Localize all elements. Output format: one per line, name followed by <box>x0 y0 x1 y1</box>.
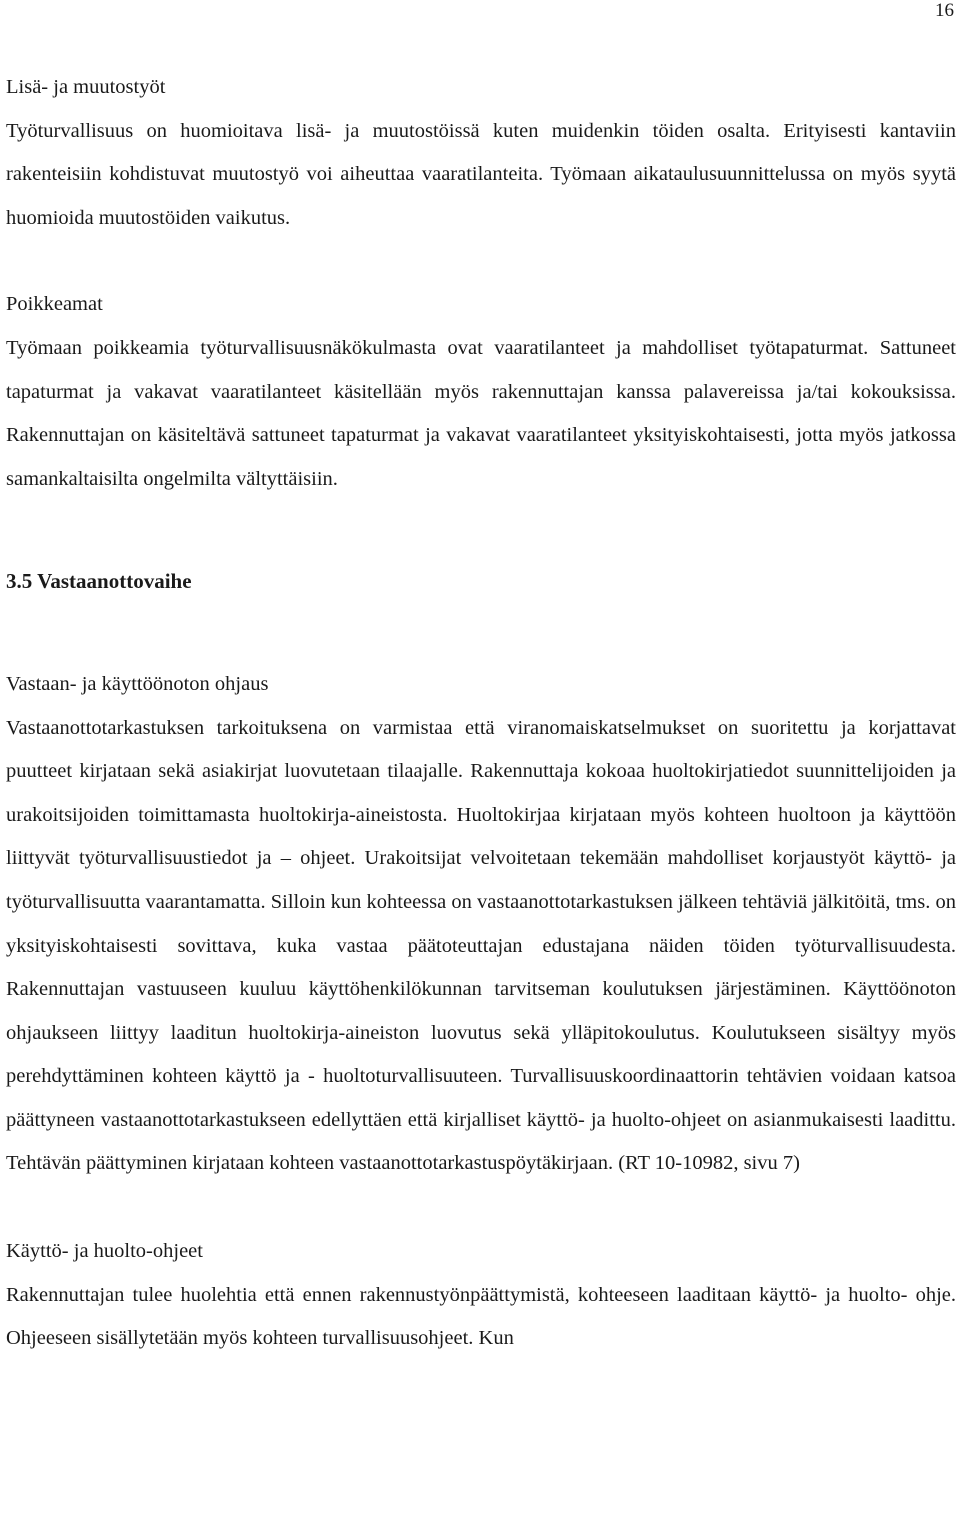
paragraph-kaytto: Rakennuttajan tulee huolehtia että ennen rakennustyönpäättymistä, kohteeseen laaditaan käyttö- ja huolto- ohje. Ohjeeseen sisällytetään myös kohteen turvallisuusohjeet. Kun <box>6 1283 956 1350</box>
paragraph-vastaan: Vastaanottotarkastuksen tarkoituksena on varmistaa että viranomaiskatselmukset on suoritettu ja korjattavat puutteet kirjataan sekä asiakirjat luovutetaan tilaajalle. Rakennuttaja kokoaa huoltokirjatiedot suunnittelijoiden ja urakoitsijoiden toimittamasta huoltokirja-aineistosta. Huoltokirjaa kirjataan myös kohteen huoltoon ja käyttöön liittyvät työturvallisuustiedot ja – ohjeet. Urakoitsijat velvoitetaan tekemään mahdolliset korjaustyöt käyttö- ja työturvallisuutta vaarantamatta. Silloin kun kohteessa on vastaanottotarkastuksen jälkeen tehtäviä jälkitöitä, tms. on yksityiskohtaisesti sovittava, kuka vastaa päätoteuttajan edustajana näiden töiden työturvallisuudesta. Rakennuttajan vastuuseen kuuluu käyttöhenkilökunnan tarvitseman koulutuksen järjestäminen. Käyttöönoton ohjaukseen liittyy laaditun huoltokirja-aineiston luovutus sekä ylläpitokoulutus. Koulutukseen sisältyy myös perehdyttäminen kohteen käyttö ja - huoltoturvallisuuteen. Turvallisuuskoordinaattorin tehtävien voidaan katsoa päättyneen vastaanottotarkastukseen edellyttäen että kirjalliset käyttö- ja huolto-ohjeet on asianmukaisesti laadittu. Tehtävän päättyminen kirjataan kohteen vastaanottotarkastuspöytäkirjaan. (RT 10-10982, sivu 7) <box>6 716 956 1175</box>
spacer <box>6 501 956 560</box>
page-number: 16 <box>935 0 954 21</box>
spacer <box>6 240 956 283</box>
subheading-lisa: Lisä- ja muutostyöt <box>6 76 166 98</box>
paragraph-poikkeamat: Työmaan poikkeamia työturvallisuusnäkökulmasta ovat vaaratilanteet ja mahdolliset työtapaturmat. Sattuneet tapaturmat ja vakavat vaaratilanteet käsitellään myös rakennuttajan kanssa palavereissa ja/tai kokouksissa. Rakennuttajan on käsiteltävä sattuneet tapaturmat ja vakavat vaaratilanteet yksityiskohtaisesti, jotta myös jatkossa samankaltaisilta ongelmilta vältyttäisiin. <box>6 336 956 490</box>
document-body <box>6 66 956 1361</box>
subheading-kaytto: Käyttö- ja huolto-ohjeet <box>6 1240 203 1263</box>
spacer <box>6 1186 956 1230</box>
subheading-poikkeamat: Poikkeamat <box>6 293 103 316</box>
subheading-vastaan: Vastaan- ja käyttöönoton ohjaus <box>6 672 269 695</box>
paragraph-lisa: Työturvallisuus on huomioitava lisä- ja muutostöissä kuten muidenkin töiden osalta. Erityisesti kantaviin rakenteisiin kohdistuvat muutostyö voi aiheuttaa vaaratilanteita. Työmaan aikataulusuunnittelussa on myös syytä huomioida muutostöiden vaikutus. <box>6 119 956 229</box>
section-heading: 3.5 Vastaanottovaihe <box>6 569 192 594</box>
spacer <box>6 604 956 663</box>
